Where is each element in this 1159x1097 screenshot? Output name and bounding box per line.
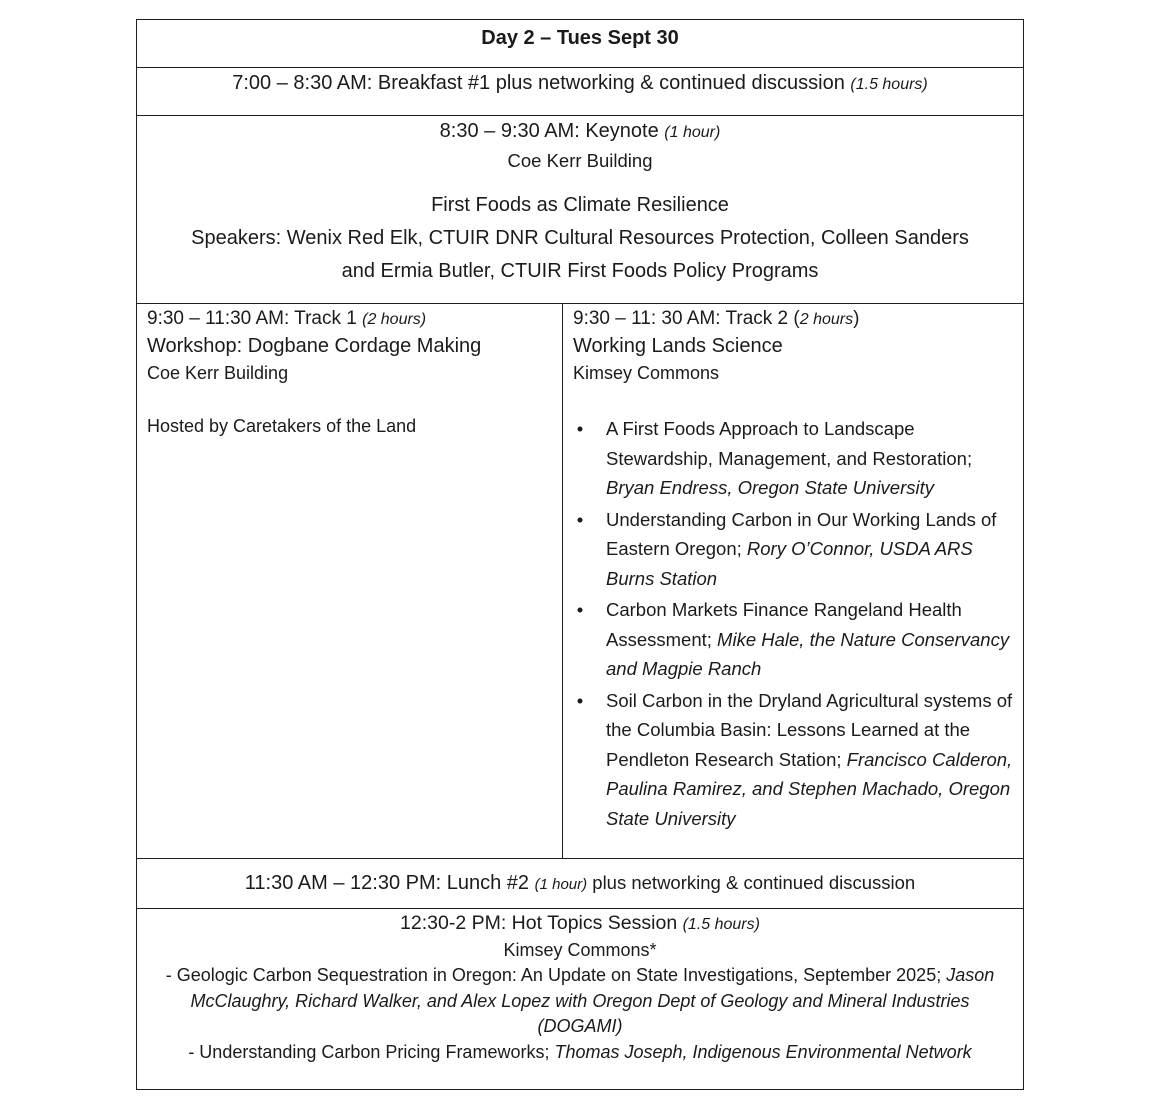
track2-title: Working Lands Science <box>573 335 783 357</box>
keynote-speakers-line1: Speakers: Wenix Red Elk, CTUIR DNR Cultural Resources Protection, Colleen Sanders <box>191 227 969 249</box>
track1-duration: (2 hours) <box>362 311 427 328</box>
track2-time-close: ) <box>853 308 860 329</box>
lunch-duration: (1 hour) <box>534 876 588 893</box>
breakfast-cell <box>137 68 1024 116</box>
keynote-cell <box>137 116 1024 304</box>
track2-cell <box>563 304 1024 859</box>
hot-topic-item <box>137 963 1023 1040</box>
lunch-before: 11:30 AM – 12:30 PM: Lunch #2 <box>244 872 535 894</box>
hot-topics-time-line <box>137 909 1023 938</box>
lunch-line <box>137 859 1023 899</box>
keynote-time: 8:30 – 9:30 AM: Keynote <box>439 120 665 142</box>
bullet-icon: • <box>576 508 584 530</box>
talk-speakers: Bryan Endress, Oregon State University <box>606 477 935 498</box>
talk-title: A First Foods Approach to Landscape Stewardship, Management, and Restoration; <box>606 418 973 469</box>
hot-topics-cell <box>137 909 1024 1090</box>
keynote-topic: First Foods as Climate Resilience <box>431 194 729 216</box>
track2-time: 9:30 – 11: 30 AM: Track 2 ( <box>573 308 800 329</box>
list-item <box>573 595 1015 684</box>
hot-topic-speakers: Jason McClaughry, Richard Walker, and Alex Lopez with Oregon Dept of Geology and Mineral Industries (DOGAMI) <box>190 965 995 1036</box>
talk-speakers: Rory O’Connor, USDA ARS Burns Station <box>606 538 973 589</box>
talk-title: Soil Carbon in the Dryland Agricultural systems of the Columbia Basin: Lessons Learned at the Pendleton Research Station; <box>606 689 1013 770</box>
day2-agenda-table <box>136 19 1024 1090</box>
list-item <box>573 505 1015 594</box>
bullet-icon: • <box>576 418 584 439</box>
track2-duration: 2 hours <box>799 311 854 328</box>
keynote-time-line <box>137 116 1023 147</box>
hot-topics-duration: (1.5 hours) <box>682 916 760 933</box>
list-item <box>573 686 1015 834</box>
bullet-icon: • <box>576 599 584 620</box>
track1-location: Coe Kerr Building <box>147 363 289 383</box>
bullet-icon: • <box>576 689 584 711</box>
track2-talk-list <box>573 414 1015 833</box>
day-title: Day 2 – Tues Sept 30 <box>481 27 679 49</box>
breakfast-duration: (1.5 hours) <box>850 76 928 93</box>
hot-topic-title: - Understanding Carbon Pricing Frameworks; <box>188 1041 555 1062</box>
hot-topic-item <box>137 1040 1023 1066</box>
hot-topic-title: - Geologic Carbon Sequestration in Oregon: An Update on State Investigations, September 2025; <box>165 965 947 985</box>
track2-time-line <box>573 304 1015 333</box>
hot-topics-location: Kimsey Commons* <box>503 940 657 960</box>
track1-cell <box>137 304 563 859</box>
title-cell <box>137 20 1024 68</box>
list-item <box>573 414 1015 503</box>
keynote-location: Coe Kerr Building <box>507 150 653 171</box>
lunch-after: plus networking & continued discussion <box>587 872 916 893</box>
track2-location: Kimsey Commons <box>573 363 720 383</box>
talk-title: Understanding Carbon in Our Working Lands of Eastern Oregon; <box>606 508 997 559</box>
hot-topics-time: 12:30-2 PM: Hot Topics Session <box>400 912 683 934</box>
hot-topic-speakers: Thomas Joseph, Indigenous Environmental Network <box>554 1041 972 1062</box>
talk-title: Carbon Markets Finance Rangeland Health Assessment; <box>606 599 962 650</box>
track1-host: Hosted by Caretakers of the Land <box>147 416 417 436</box>
track1-time-line <box>147 304 554 333</box>
lunch-cell <box>137 859 1024 909</box>
talk-speakers: Mike Hale, the Nature Conservancy and Magpie Ranch <box>606 628 1010 679</box>
track1-title: Workshop: Dogbane Cordage Making <box>147 335 482 357</box>
keynote-duration: (1 hour) <box>664 124 721 141</box>
breakfast-text: 7:00 – 8:30 AM: Breakfast #1 plus networking & continued discussion <box>232 72 851 94</box>
talk-speakers: Francisco Calderon, Paulina Ramirez, and Stephen Machado, Oregon State University <box>606 748 1013 829</box>
track1-time: 9:30 – 11:30 AM: Track 1 <box>147 308 363 329</box>
breakfast-line <box>137 68 1023 99</box>
keynote-speakers-line2: and Ermia Butler, CTUIR First Foods Policy Programs <box>341 260 819 282</box>
